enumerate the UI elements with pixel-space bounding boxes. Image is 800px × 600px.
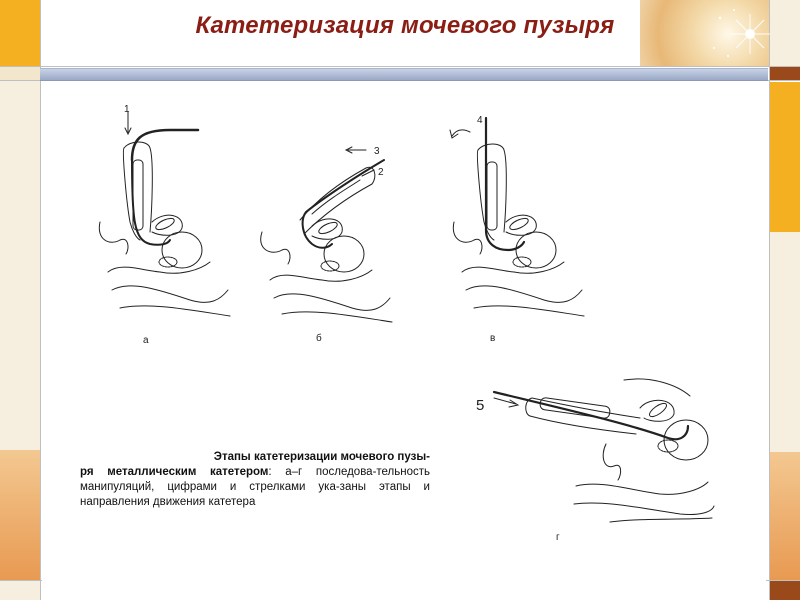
- step-number-4: 4: [477, 115, 483, 126]
- caption-bold: ря металлическим катетером: [80, 466, 269, 478]
- caption-rest: : а–г последова-тельность манипуляций, цифрами и стрелками ука-заны этапы и направления движения катетера: [80, 466, 431, 508]
- panel-v-drawing: [453, 144, 584, 316]
- step-number-5: 5: [476, 397, 485, 414]
- panel-label-g: г: [556, 532, 560, 543]
- step-number-3: 3: [374, 146, 380, 157]
- panel-g-drawing: [526, 379, 714, 522]
- figure-caption: [80, 450, 430, 510]
- panel-a-drawing: [99, 142, 230, 316]
- panel-label-v: в: [490, 333, 496, 344]
- caption-line-1: Этапы катетеризации мочевого пузы-: [213, 451, 430, 463]
- panel-label-a: а: [143, 335, 149, 346]
- slide-title: Катетеризация мочевого пузыря: [195, 12, 615, 39]
- step-number-1: 1: [124, 104, 130, 115]
- panel-label-b: б: [316, 333, 322, 344]
- panel-b-drawing: [261, 167, 392, 322]
- step-number-2: 2: [378, 167, 384, 178]
